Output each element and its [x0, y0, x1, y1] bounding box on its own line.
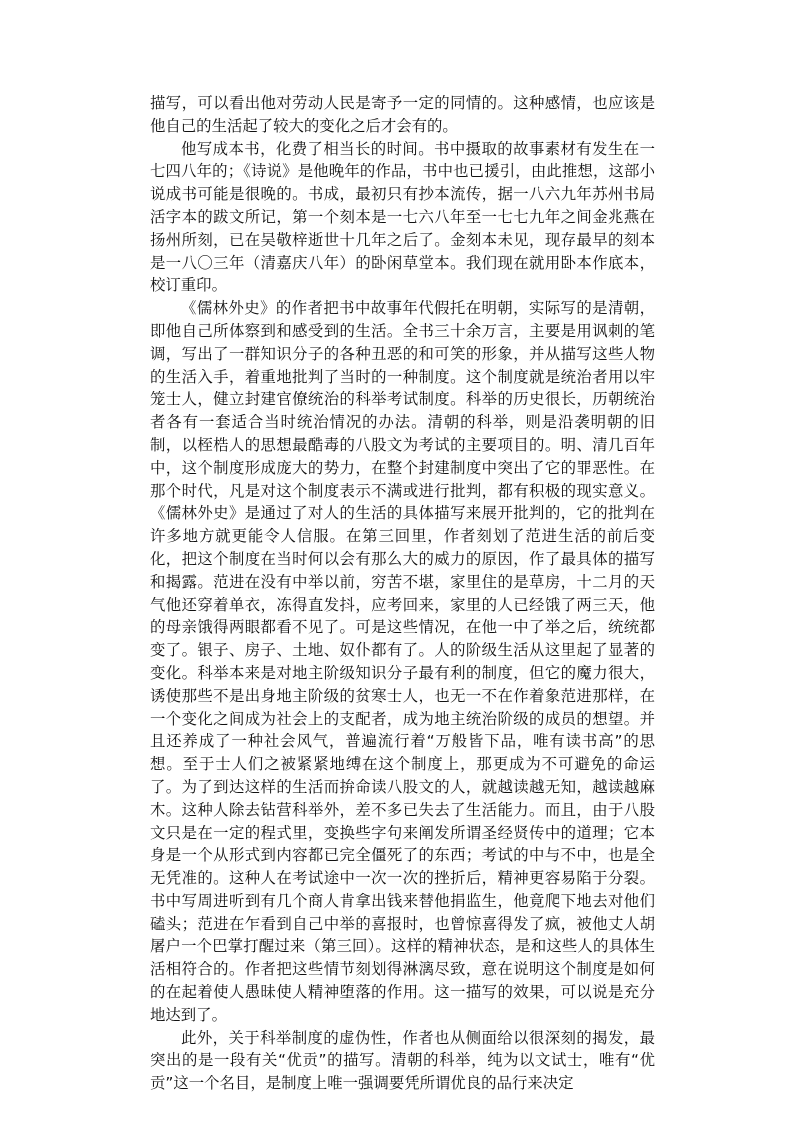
- paragraph-2: 他写成本书，化费了相当长的时间。书中摄取的故事素材有发生在一七四八年的；《诗说》是他晚年的作品，书中也已援引，由此推想，这部小说成书可能是很晚的。书成，最初只有抄本流传，据一八六九年苏州书局活字本的跋文所记，第一个刻本是一七六八年至一七七九年之间金兆燕在扬州所刻，已在吴敬梓逝世十几年之后了。金刻本未见，现存最早的刻本是一八〇三年（清嘉庆八年）的卧闲草堂本。我们现在就用卧本作底本，校订重印。: [150, 139, 655, 295]
- paragraph-4: 此外，关于科举制度的虚伪性，作者也从侧面给以很深刻的揭发，最突出的是一段有关“优贡”的描写。清朝的科举，纯为以文试士，唯有“优贡”这一个名目，是制度上唯一强调要凭所谓优良的品行来决定: [150, 1028, 655, 1093]
- paragraph-3: 《儒林外史》的作者把书中故事年代假托在明朝，实际写的是清朝，即他自己所体察到和感受到的生活。全书三十余万言，主要是用讽刺的笔调，写出了一群知识分子的各种丑恶的和可笑的形象，并从描写这些人物的生活入手，着重地批判了当时的一种制度。这个制度就是统治者用以牢笼士人，健立封建官僚统治的科举考试制度。科举的历史很长，历朝统治者各有一套适合当时统治情况的办法。清朝的科举，则是沿袭明朝的旧制，以桎梏人的思想最酷毒的八股文为考试的主要项目的。明、清几百年中，这个制度形成庞大的势力，在整个封建制度中突出了它的罪恶性。在那个时代，凡是对这个制度表示不满或进行批判，都有积极的现实意义。《儒林外史》是通过了对人的生活的具体描写来展开批判的，它的批判在许多地方就更能令人信服。在第三回里，作者刻划了范进生活的前后变化，把这个制度在当时何以会有那么大的威力的原因，作了最具体的描写和揭露。范进在没有中举以前，穷苦不堪，家里住的是草房，十二月的天气他还穿着单衣，冻得直发抖，应考回来，家里的人已经饿了两三天，他的母亲饿得两眼都看不见了。可是这些情况，在他一中了举之后，统统都变了。银子、房子、土地、奴仆都有了。人的阶级生活从这里起了显著的变化。科举本来是对地主阶级知识分子最有利的制度，但它的魔力很大，诱使那些不是出身地主阶级的贫寒士人，也无一不在作着象范进那样，在一个变化之间成为社会上的支配者，成为地主统治阶级的成员的想望。并且还养成了一种社会风气，普遍流行着“万般皆下品，唯有读书高”的思想。至于士人们之被紧紧地缚在这个制度上，那更成为不可避免的命运了。为了到达这样的生活而拚命读八股文的人，就越读越无知，越读越麻木。这种人除去钻营科举外，差不多已失去了生活能力。而且，由于八股文只是在一定的程式里，变换些字句来阐发所谓圣经贤传中的道理；它本身是一个从形式到内容都已完全僵死了的东西；考试的中与不中，也是全无凭准的。这种人在考试途中一次一次的挫折后，精神更容易陷于分裂。书中写周进听到有几个商人肯拿出钱来替他捐监生，他竟爬下地去对他们磕头；范进在乍看到自己中举的喜报时，也曾惊喜得发了疯，被他丈人胡屠户一个巴掌打醒过来（第三回）。这样的精神状态，是和这些人的具体生活相符合的。作者把这些情节刻划得淋漓尽致，意在说明这个制度是如何的在起着使人愚昧使人精神堕落的作用。这一描写的效果，可以说是充分地达到了。: [150, 299, 655, 1024]
- paragraph-1: 描写，可以看出他对劳动人民是寄予一定的同情的。这种感情，也应该是他自己的生活起了较大的变化之后才会有的。: [150, 94, 655, 135]
- document-page: [150, 92, 655, 1095]
